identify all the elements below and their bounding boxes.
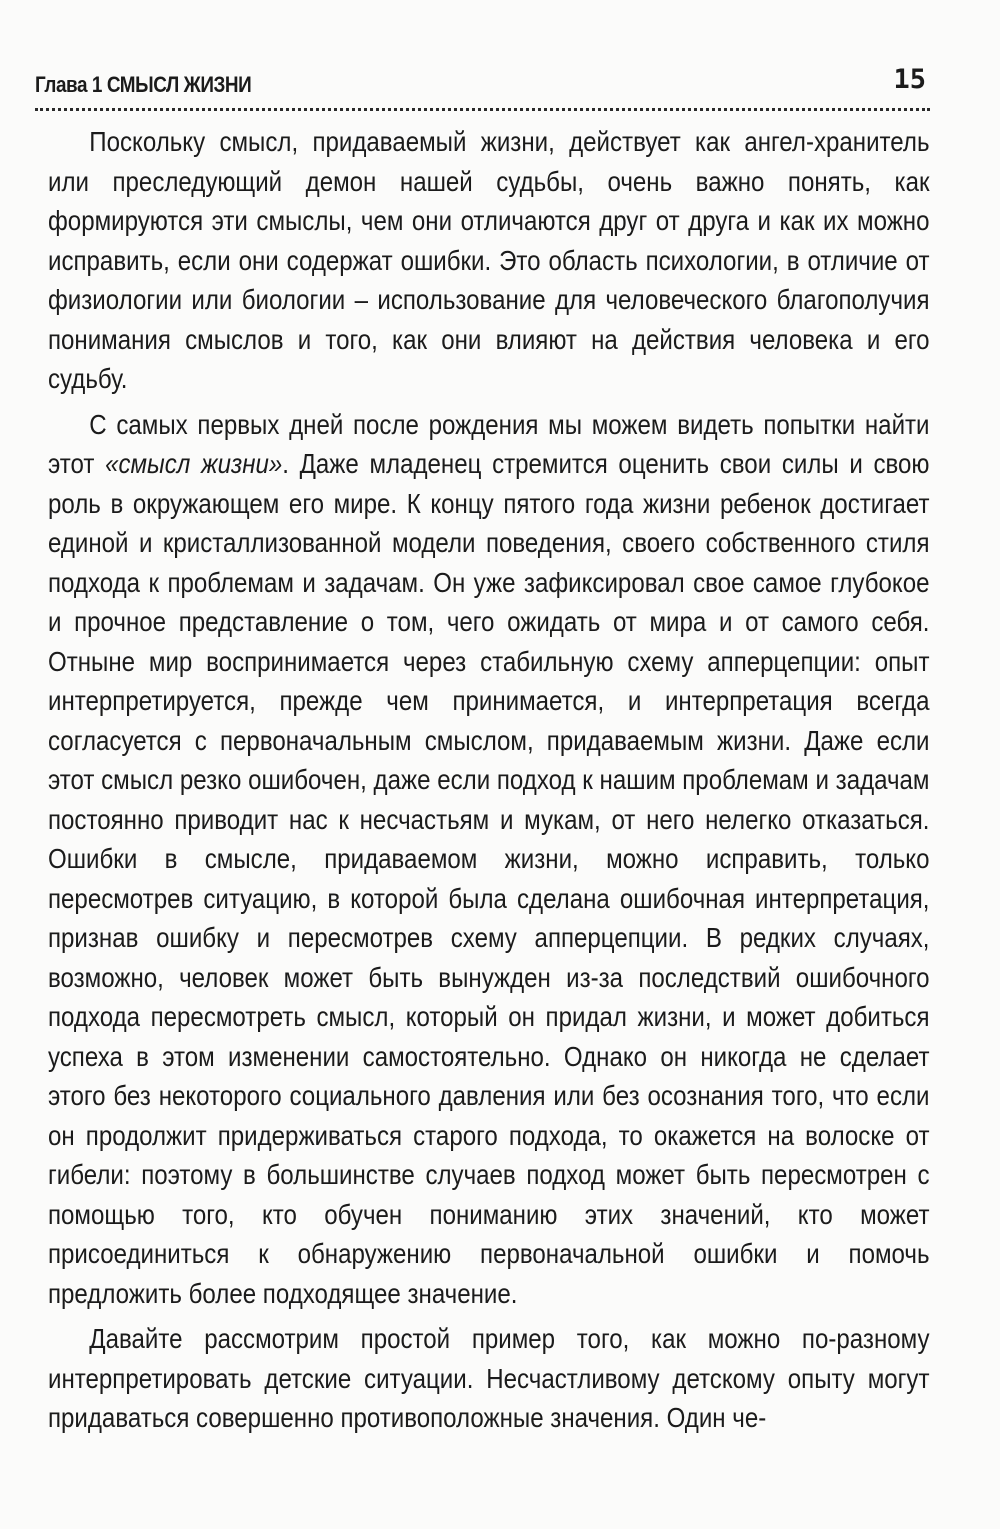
paragraph-3	[48, 1319, 930, 1438]
body-text	[48, 122, 930, 1444]
paragraph-1	[48, 122, 930, 399]
header-dotted-rule	[35, 108, 930, 111]
paragraph-1-text: Поскольку смысл, придаваемый жизни, действует как ангел-хранитель или преследующий демон нашей судьбы, очень важно понять, как формируются эти смыслы, чем они отличаются друг от друга и как их можно исправить, если они содержат ошибки. Это область психологии, в отличие от физиологии или биологии – использование для человеческого благополучия понимания смыслов и того, как они влияют на действия человека и его судьбу.	[48, 126, 930, 394]
chapter-title: Глава 1 СМЫСЛ ЖИЗНИ	[35, 72, 252, 97]
paragraph-3-text: Давайте рассмотрим простой пример того, как можно по-разному интерпретировать детские ситуации. Несчастливому детскому опыту могут придаваться совершенно противоположные значения. Один че-	[48, 1323, 930, 1433]
running-header	[35, 58, 930, 106]
paragraph-2-text-before: С самых первых дней после рождения мы можем видеть попытки найти этот	[48, 408, 930, 479]
paragraph-2	[48, 405, 930, 1314]
paragraph-2-text-after: . Даже младенец стремится оценить свои силы и свою роль в окружающем его мире. К концу пятого года жизни ребенок достигает единой и кристаллизованной модели поведения, своего собственного стиля подхода к проблемам и задачам. Он уже зафиксировал свое самое глубокое и прочное представление о том, чего ожидать от мира и от самого себя. Отныне мир воспринимается через стабильную схему апперцепции: опыт интерпретируется, прежде чем принимается, и интерпретация всегда согласуется с первоначальным смыслом, придаваемым жизни. Даже если этот смысл резко ошибочен, даже если подход к нашим проблемам и задачам постоянно приводит нас к несчастьям и мукам, от него нелегко отказаться. Ошибки в смысле, придаваемом жизни, можно исправить, только пересмотрев ситуацию, в которой была сделана ошибочная интерпретация, признав ошибку и пересмотрев схему апперцепции. В редких случаях, возможно, человек может быть вынужден из-за последствий ошибочного подхода пересмотреть смысл, который он придал жизни, и может добиться успеха в этом изменении самостоятельно. Однако он никогда не сделает этого без некоторого социального давления или без осознания того, что если он продолжит придерживаться старого подхода, то окажется на волоске от гибели: поэтому в большинстве случаев подход может быть пересмотрен с помощью того, кто обучен пониманию этих значений, кто может присоединиться к обнаружению первоначальной ошибки и помочь предложить более подходящее значение.	[48, 448, 930, 1309]
page-number: 15	[893, 64, 926, 95]
paragraph-2-emphasis: «смысл жизни»	[105, 448, 283, 479]
